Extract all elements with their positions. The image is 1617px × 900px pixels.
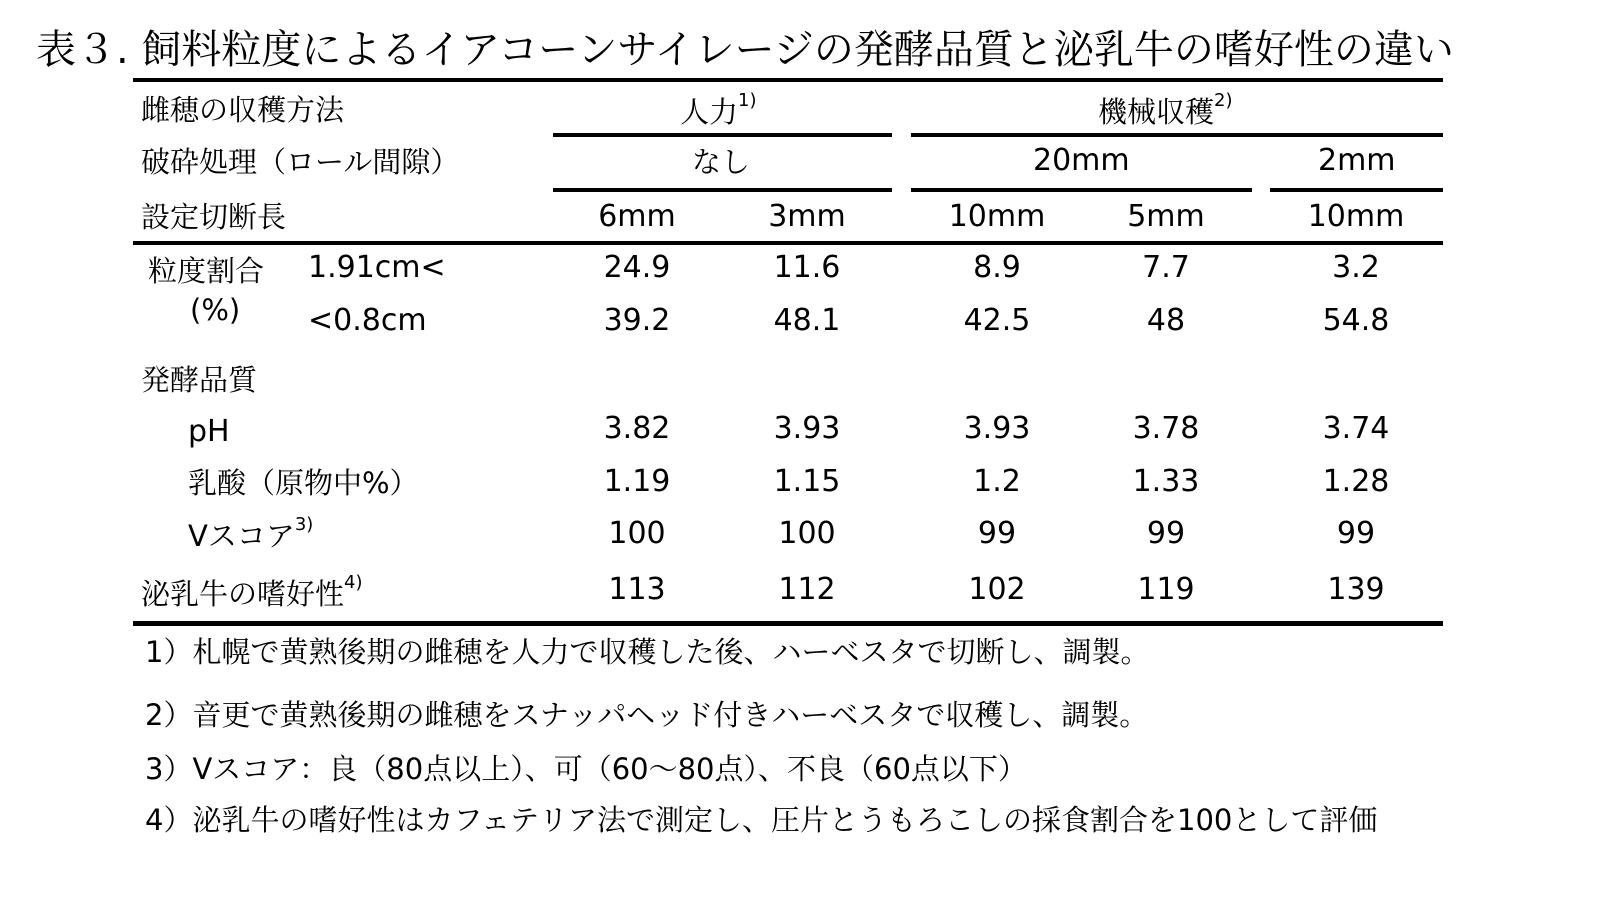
table-cell: 3.78 <box>1132 411 1200 446</box>
bottom-rule <box>133 621 1443 626</box>
particle-gt-label: 1.91cm< <box>308 250 446 285</box>
harvest-method-label: 雌穂の収穫方法 <box>141 93 345 127</box>
machine-harvest-header <box>1098 90 1233 129</box>
table-cell: 102 <box>968 572 1026 607</box>
fermentation-quality-label: 発酵品質 <box>141 363 258 397</box>
table-cell: 24.9 <box>603 250 671 285</box>
table-cell: 99 <box>977 516 1017 551</box>
table-title: 表３. 飼料粒度によるイアコーンサイレージの発酵品質と泌乳牛の嗜好性の違い <box>36 27 1454 73</box>
footnote-3: 3）Vスコア：良（80点以上）、可（60～80点）、不良（60点以下） <box>145 752 1027 786</box>
table-cell: 99 <box>1336 516 1376 551</box>
footnote-1: 1）札幌で黄熟後期の雌穂を人力で収穫した後、ハーベスタで切断し、調製。 <box>145 635 1150 669</box>
cut-length-cell: 3mm <box>768 199 846 234</box>
manual-group-rule <box>553 133 892 137</box>
table-cell: 99 <box>1146 516 1186 551</box>
manual-harvest-footnote: 1) <box>738 90 757 111</box>
table-cell: 119 <box>1137 572 1195 607</box>
table-cell: 100 <box>778 516 836 551</box>
palatability-text: 泌乳牛の嗜好性 <box>141 577 345 611</box>
table-cell: 100 <box>608 516 666 551</box>
palatability-footnote: 4) <box>344 572 363 593</box>
palatability-label <box>141 572 363 611</box>
crushing-label: 破砕処理（ロール間隙） <box>141 145 460 179</box>
table-cell: 8.9 <box>973 250 1021 285</box>
table-cell: 7.7 <box>1142 250 1190 285</box>
gap2-group-rule <box>1270 188 1443 192</box>
gap-2mm-header: 2mm <box>1318 143 1396 178</box>
table-cell: 112 <box>778 572 836 607</box>
gap20-group-rule <box>911 188 1252 192</box>
cut-length-cell: 5mm <box>1127 199 1205 234</box>
particle-ratio-unit: (%) <box>190 293 241 327</box>
cut-length-cell: 10mm <box>1307 199 1405 234</box>
machine-harvest-footnote: 2) <box>1214 90 1233 111</box>
footnote-4: 4）泌乳牛の嗜好性はカフェテリア法で測定し、圧片とうもろこしの採食割合を100として評価 <box>145 803 1378 837</box>
footnote-2: 2）音更で黄熟後期の雌穂をスナッパヘッド付きハーベスタで収穫し、調製。 <box>145 698 1149 732</box>
gap-20mm-header: 20mm <box>1033 143 1130 178</box>
cut-length-cell: 6mm <box>598 199 676 234</box>
ph-label: pH <box>188 414 230 449</box>
lactic-acid-label: 乳酸（原物中%） <box>188 466 419 500</box>
table-cell: 48 <box>1146 303 1186 338</box>
table-cell: 39.2 <box>603 303 671 338</box>
vscore-footnote: 3) <box>294 514 314 535</box>
table-cell: 42.5 <box>963 303 1031 338</box>
cut-length-cell: 10mm <box>948 199 1046 234</box>
table-cell: 48.1 <box>773 303 841 338</box>
table-cell: 54.8 <box>1322 303 1390 338</box>
table-cell: 1.28 <box>1322 464 1390 499</box>
table-cell: 139 <box>1327 572 1385 607</box>
none-group-rule <box>553 188 892 192</box>
machine-harvest-text: 機械収穫 <box>1098 95 1215 129</box>
table-cell: 3.2 <box>1332 250 1380 285</box>
particle-lt-label: <0.8cm <box>308 303 427 338</box>
header-bottom-rule <box>133 241 1443 245</box>
cut-length-label: 設定切断長 <box>141 200 287 234</box>
table-cell: 3.93 <box>773 411 841 446</box>
table-cell: 1.2 <box>973 464 1021 499</box>
table-cell: 11.6 <box>773 250 841 285</box>
no-crushing-header: なし <box>692 145 751 179</box>
top-rule <box>133 78 1443 82</box>
table-cell: 113 <box>608 572 666 607</box>
machine-group-rule <box>911 133 1443 137</box>
manual-harvest-text: 人力 <box>680 95 739 129</box>
table-cell: 3.93 <box>963 411 1031 446</box>
manual-harvest-header <box>680 90 757 129</box>
table-cell: 3.74 <box>1322 411 1390 446</box>
vscore-label <box>188 514 314 553</box>
vscore-text: Vスコア <box>188 519 295 553</box>
table-cell: 1.19 <box>603 464 671 499</box>
table-cell: 3.82 <box>603 411 671 446</box>
particle-ratio-label: 粒度割合 <box>148 254 265 288</box>
table-cell: 1.33 <box>1132 464 1200 499</box>
table-cell: 1.15 <box>773 464 841 499</box>
